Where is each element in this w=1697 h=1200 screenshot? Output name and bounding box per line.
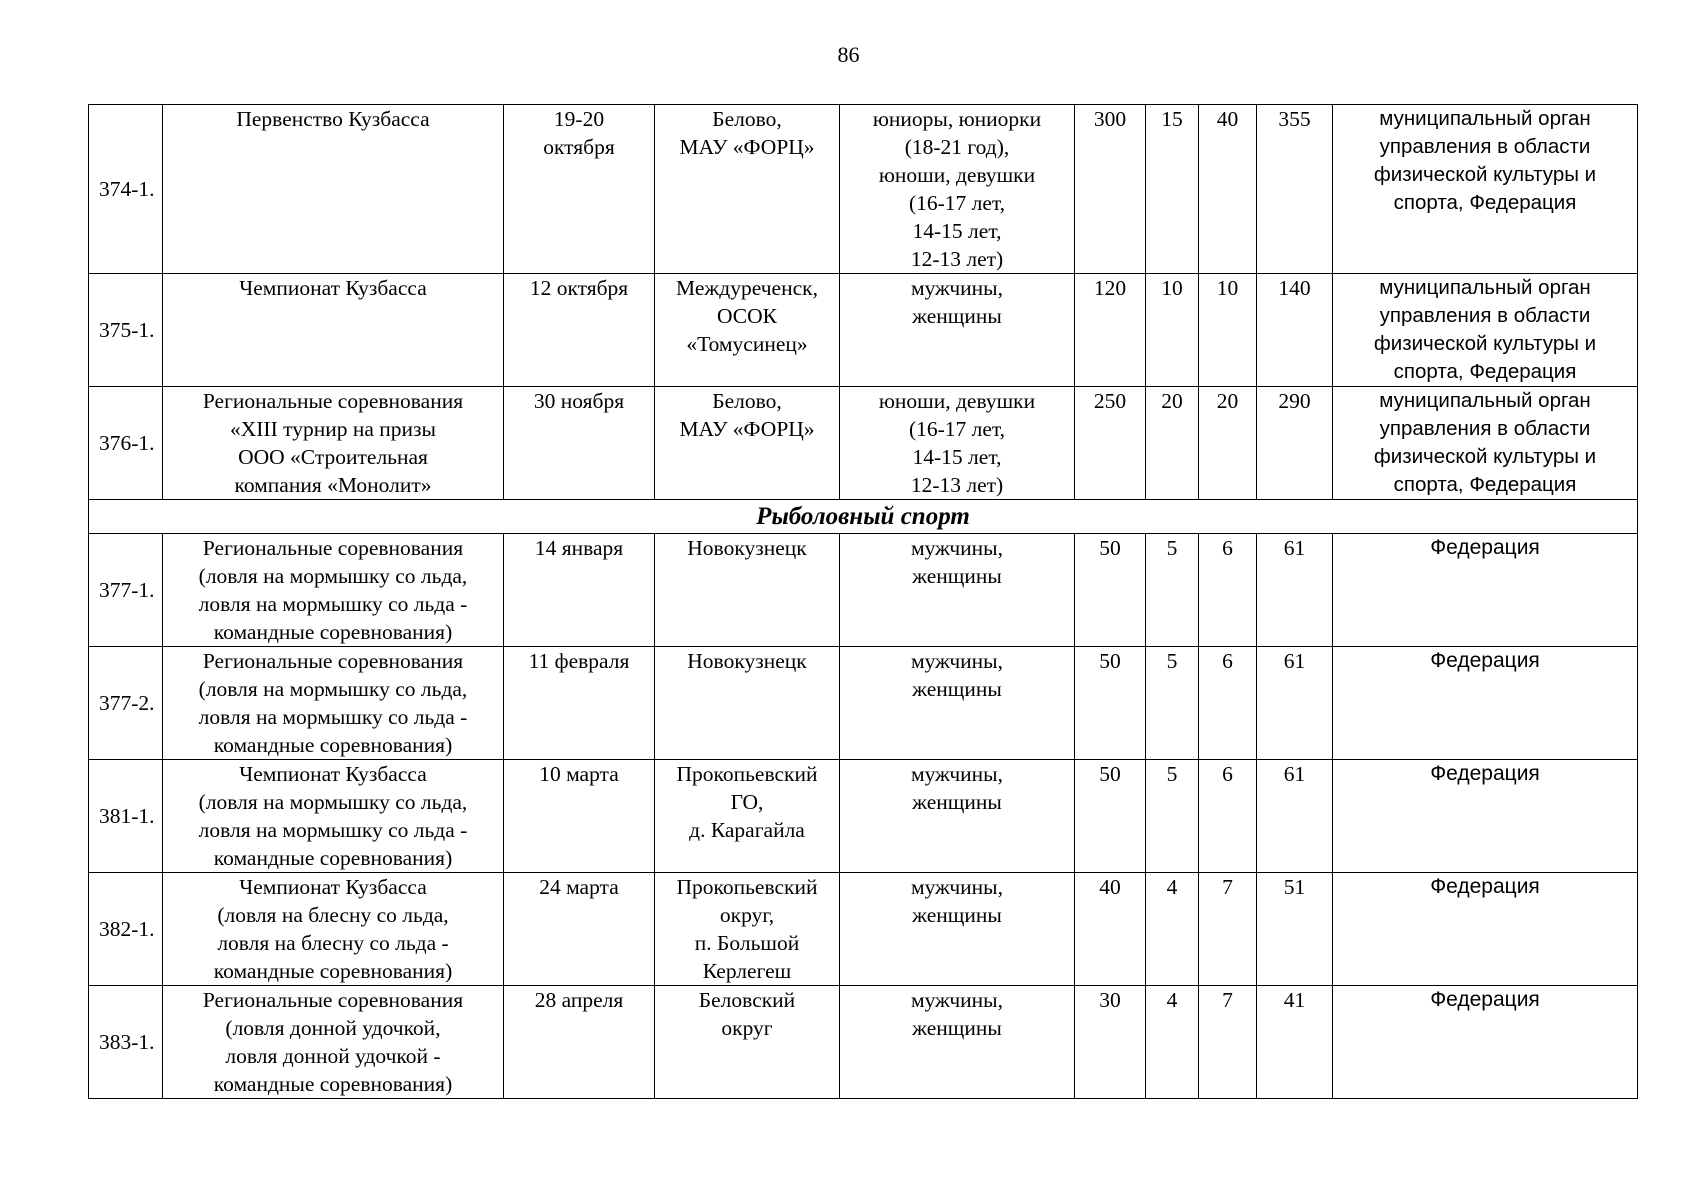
- total-count-cell: 61: [1257, 534, 1333, 647]
- organizer-cell: муниципальный орган управления в области физической культуры и спорта, Федерация: [1333, 105, 1638, 274]
- event-dates-cell: 28 апреля: [504, 986, 655, 1099]
- participants-cell: мужчины, женщины: [840, 760, 1075, 873]
- organizer-cell: Федерация: [1333, 647, 1638, 760]
- event-name-cell: Региональные соревнования (ловля донной удочкой, ловля донной удочкой - командные соревнования): [163, 986, 504, 1099]
- athletes-count-cell: 250: [1075, 387, 1146, 500]
- participants-cell: юноши, девушки (16-17 лет, 14-15 лет, 12-13 лет): [840, 387, 1075, 500]
- organizer-cell: Федерация: [1333, 873, 1638, 986]
- athletes-count-cell: 50: [1075, 647, 1146, 760]
- event-venue-cell: Прокопьевский ГО, д. Карагайла: [655, 760, 840, 873]
- judges-count-cell: 10: [1199, 274, 1257, 387]
- coaches-count-cell: 15: [1146, 105, 1199, 274]
- row-number-cell: 382-1.: [89, 873, 163, 986]
- event-row: [89, 873, 1638, 986]
- section-title: Рыболовный спорт: [89, 500, 1638, 534]
- total-count-cell: 61: [1257, 760, 1333, 873]
- event-dates-cell: 24 марта: [504, 873, 655, 986]
- row-number-cell: 375-1.: [89, 274, 163, 387]
- event-name-cell: Региональные соревнования «XIII турнир на призы ООО «Строительная компания «Монолит»: [163, 387, 504, 500]
- total-count-cell: 355: [1257, 105, 1333, 274]
- event-name-cell: Чемпионат Кузбасса: [163, 274, 504, 387]
- total-count-cell: 41: [1257, 986, 1333, 1099]
- participants-cell: мужчины, женщины: [840, 274, 1075, 387]
- athletes-count-cell: 50: [1075, 760, 1146, 873]
- judges-count-cell: 6: [1199, 647, 1257, 760]
- coaches-count-cell: 5: [1146, 760, 1199, 873]
- organizer-cell: Федерация: [1333, 534, 1638, 647]
- athletes-count-cell: 40: [1075, 873, 1146, 986]
- event-row: [89, 760, 1638, 873]
- event-dates-cell: 12 октября: [504, 274, 655, 387]
- event-row: [89, 274, 1638, 387]
- coaches-count-cell: 5: [1146, 647, 1199, 760]
- event-name-cell: Чемпионат Кузбасса (ловля на блесну со льда, ловля на блесну со льда - командные соревнования): [163, 873, 504, 986]
- events-table-body: [89, 105, 1638, 1099]
- event-venue-cell: Междуреченск, ОСОК «Томусинец»: [655, 274, 840, 387]
- event-dates-cell: 10 марта: [504, 760, 655, 873]
- page-number: 86: [837, 42, 860, 67]
- event-dates-cell: 19-20 октября: [504, 105, 655, 274]
- coaches-count-cell: 20: [1146, 387, 1199, 500]
- organizer-cell: муниципальный орган управления в области физической культуры и спорта, Федерация: [1333, 274, 1638, 387]
- event-venue-cell: Новокузнецк: [655, 534, 840, 647]
- athletes-count-cell: 120: [1075, 274, 1146, 387]
- judges-count-cell: 7: [1199, 986, 1257, 1099]
- participants-cell: мужчины, женщины: [840, 647, 1075, 760]
- judges-count-cell: 6: [1199, 534, 1257, 647]
- organizer-cell: Федерация: [1333, 986, 1638, 1099]
- event-row: [89, 105, 1638, 274]
- row-number-cell: 374-1.: [89, 105, 163, 274]
- total-count-cell: 140: [1257, 274, 1333, 387]
- event-row: [89, 647, 1638, 760]
- event-venue-cell: Белово, МАУ «ФОРЦ»: [655, 105, 840, 274]
- total-count-cell: 51: [1257, 873, 1333, 986]
- event-venue-cell: Новокузнецк: [655, 647, 840, 760]
- event-name-cell: Первенство Кузбасса: [163, 105, 504, 274]
- total-count-cell: 61: [1257, 647, 1333, 760]
- events-table: [88, 104, 1638, 1099]
- athletes-count-cell: 30: [1075, 986, 1146, 1099]
- total-count-cell: 290: [1257, 387, 1333, 500]
- event-venue-cell: Прокопьевский округ, п. Большой Керлегеш: [655, 873, 840, 986]
- coaches-count-cell: 5: [1146, 534, 1199, 647]
- coaches-count-cell: 4: [1146, 986, 1199, 1099]
- coaches-count-cell: 10: [1146, 274, 1199, 387]
- judges-count-cell: 6: [1199, 760, 1257, 873]
- event-name-cell: Региональные соревнования (ловля на мормышку со льда, ловля на мормышку со льда - командные соревнования): [163, 534, 504, 647]
- event-row: [89, 387, 1638, 500]
- event-name-cell: Чемпионат Кузбасса (ловля на мормышку со льда, ловля на мормышку со льда - командные соревнования): [163, 760, 504, 873]
- organizer-cell: Федерация: [1333, 760, 1638, 873]
- event-dates-cell: 11 февраля: [504, 647, 655, 760]
- event-row: [89, 986, 1638, 1099]
- participants-cell: мужчины, женщины: [840, 986, 1075, 1099]
- event-row: [89, 534, 1638, 647]
- judges-count-cell: 7: [1199, 873, 1257, 986]
- event-dates-cell: 30 ноября: [504, 387, 655, 500]
- section-header-row: [89, 500, 1638, 534]
- judges-count-cell: 40: [1199, 105, 1257, 274]
- athletes-count-cell: 300: [1075, 105, 1146, 274]
- judges-count-cell: 20: [1199, 387, 1257, 500]
- organizer-cell: муниципальный орган управления в области физической культуры и спорта, Федерация: [1333, 387, 1638, 500]
- athletes-count-cell: 50: [1075, 534, 1146, 647]
- row-number-cell: 376-1.: [89, 387, 163, 500]
- participants-cell: мужчины, женщины: [840, 534, 1075, 647]
- event-venue-cell: Белово, МАУ «ФОРЦ»: [655, 387, 840, 500]
- row-number-cell: 383-1.: [89, 986, 163, 1099]
- participants-cell: юниоры, юниорки (18-21 год), юноши, девушки (16-17 лет, 14-15 лет, 12-13 лет): [840, 105, 1075, 274]
- participants-cell: мужчины, женщины: [840, 873, 1075, 986]
- row-number-cell: 381-1.: [89, 760, 163, 873]
- coaches-count-cell: 4: [1146, 873, 1199, 986]
- event-name-cell: Региональные соревнования (ловля на мормышку со льда, ловля на мормышку со льда - командные соревнования): [163, 647, 504, 760]
- row-number-cell: 377-2.: [89, 647, 163, 760]
- row-number-cell: 377-1.: [89, 534, 163, 647]
- event-venue-cell: Беловский округ: [655, 986, 840, 1099]
- event-dates-cell: 14 января: [504, 534, 655, 647]
